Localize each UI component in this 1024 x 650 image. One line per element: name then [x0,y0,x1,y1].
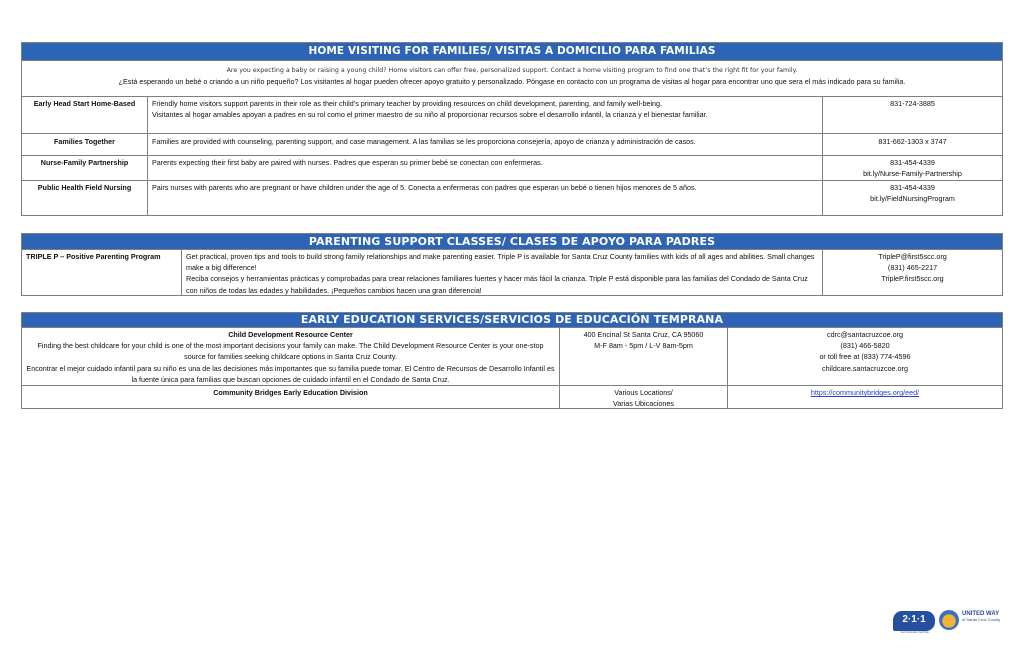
program-description: Parents expecting their first baby are paired with nurses. Padres que esperan su primer bebé se conectan con enfermeras. [148,156,823,180]
description-english: Friendly home visitors support parents in their role as their child’s primary teacher by providing resources on child development, parenting, and family well-being. [152,99,663,108]
email-link[interactable]: TripleP@first5scc.org [878,252,947,261]
description-spanish: Reciba consejos y herramientas prácticas y comprobadas para crear relaciones familiares fuertes y hacer más fácil la crianza. Triple P está disponible para las familias del Condado de Santa Cruz con niños de todas las edades y habilidades. ¡Pequeños cambios hacen una gran diferencia! [186,274,808,295]
table-row [22,181,1002,215]
phone-number[interactable]: 831-454-4339 [890,183,935,192]
program-description [148,97,823,133]
home-visiting-intro [22,61,1002,97]
email-link[interactable]: cdrc@santacruzcoe.org [826,330,903,339]
parenting-table [21,233,1003,296]
phone-number[interactable]: (831) 466-5820 [840,341,890,351]
early-education-header: EARLY EDUCATION SERVICES/SERVICIOS DE EDUCACIÓN TEMPRANA [22,313,1002,328]
program-location [560,386,728,408]
website-link[interactable]: bit.ly/FieldNursingProgram [870,194,955,204]
parenting-header: PARENTING SUPPORT CLASSES/ CLASES DE APOYO PARA PADRES [22,234,1002,250]
home-visiting-header: HOME VISITING FOR FAMILIES/ VISITAS A DOMICILIO PARA FAMILIAS [22,43,1002,61]
phone-number[interactable]: (831) 465-2217 [887,263,938,273]
table-row [22,250,1002,295]
home-visiting-table [21,42,1003,216]
program-contact [728,328,1002,385]
united-way-subtitle: of Santa Cruz County [962,617,1001,622]
program-description: Families are provided with counseling, parenting support, and case management. A las familias se les proporciona consejería, apoyo de crianza y administración de casos. [148,134,823,155]
location-english: Various Locations/ [614,388,673,397]
program-description [22,328,560,385]
intro-spanish: ¿Está esperando un bebé o criando a un niño pequeño? Los visitantes al hogar pueden ofrecer apoyo gratuito y personalizado. Póngase en contacto con un programa de visitas al hogar para encontrar uno que sera el más indicado para su familia. [118,76,906,86]
united-way-logo [962,611,1012,623]
united-way-name: UNITED WAY [962,611,1000,617]
website-link[interactable]: https://communitybridges.org/eed/ [810,388,920,397]
program-name: Child Development Resource Center [228,330,353,339]
description-spanish: Visitantes al hogar amables apoyan a padres en su rol como el primer maestro de su niño al proporcionar recursos sobre el desarrollo infantil, la crianza y el bienestar familiar. [152,110,708,120]
program-name: Public Health Field Nursing [22,181,148,215]
program-location [560,328,728,385]
description-spanish: Encontrar el mejor cuidado infantil para su niño es una de las decisiones más importantes que su familia puede tomar. El Centro de Recursos de Desarrollo Infantil es la fuente única para familias que buscan opciones de cuidado infantil en el Condado de Santa Cruz. [26,363,555,384]
program-contact [728,386,1002,408]
program-contact [823,97,1002,133]
program-contact [823,250,1002,295]
website-link[interactable]: childcare.santacruzcoe.org [822,363,908,373]
program-contact [823,134,1002,155]
intro-english: Are you expecting a baby or raising a young child? Home visitors can offer free, personalized support. Contact a home visiting program to find one that’s the right fit for your family. [226,67,798,74]
phone-number[interactable]: 831-724-3885 [890,99,935,108]
united-way-logo-icon [939,610,959,630]
table-row [22,134,1002,156]
location-spanish: Varias Ubicaciones [613,399,674,409]
program-contact [823,156,1002,180]
table-row [22,97,1002,134]
hours: M-F 8am - 5pm / L-V 8am-5pm [594,341,693,351]
phone-number[interactable]: 831-454-4339 [890,158,935,167]
website-link[interactable]: bit.ly/Nurse-Family-Partnership [863,169,962,179]
description-english: Finding the best childcare for your child is one of the most important decisions your family can make. The Child Development Resource Center is your one-stop source for families seeking childcare options in Santa Cruz County. [37,341,544,362]
toll-free-number[interactable]: or toll free at (833) 774-4596 [819,352,911,362]
table-row [22,156,1002,181]
program-contact [823,181,1002,215]
program-name: Nurse-Family Partnership [22,156,148,180]
address: 400 Encinal St Santa Cruz, CA 95060 [583,330,704,339]
program-name: Early Head Start Home-Based [22,97,148,133]
description-english: Get practical, proven tips and tools to build strong family relationships and make parenting easier. Triple P is available for Santa Cruz County families with kids of all ages and abilities. Small changes make a big difference! [186,252,815,273]
table-row [22,328,1002,386]
program-description [182,250,823,295]
website-link[interactable]: TripleP.first5scc.org [881,274,944,284]
logo-211 [893,611,935,634]
logo-211-text: 2·1·1 [902,614,926,625]
program-name: Families Together [22,134,148,155]
program-name: TRIPLE P – Positive Parenting Program [22,250,182,295]
program-description: Pairs nurses with parents who are pregnant or have children under the age of 5. Conecta a enfermeras con padres que esperan un bebé o tienen hijos menores de 5 años. [148,181,823,215]
table-row [22,386,1002,408]
early-education-table [21,312,1003,409]
program-name: Community Bridges Early Education Division [22,386,560,408]
phone-number[interactable]: 831-662-1303 x 3747 [878,137,947,146]
logo-211-tagline: Get Connected. Get Help. [900,631,930,634]
